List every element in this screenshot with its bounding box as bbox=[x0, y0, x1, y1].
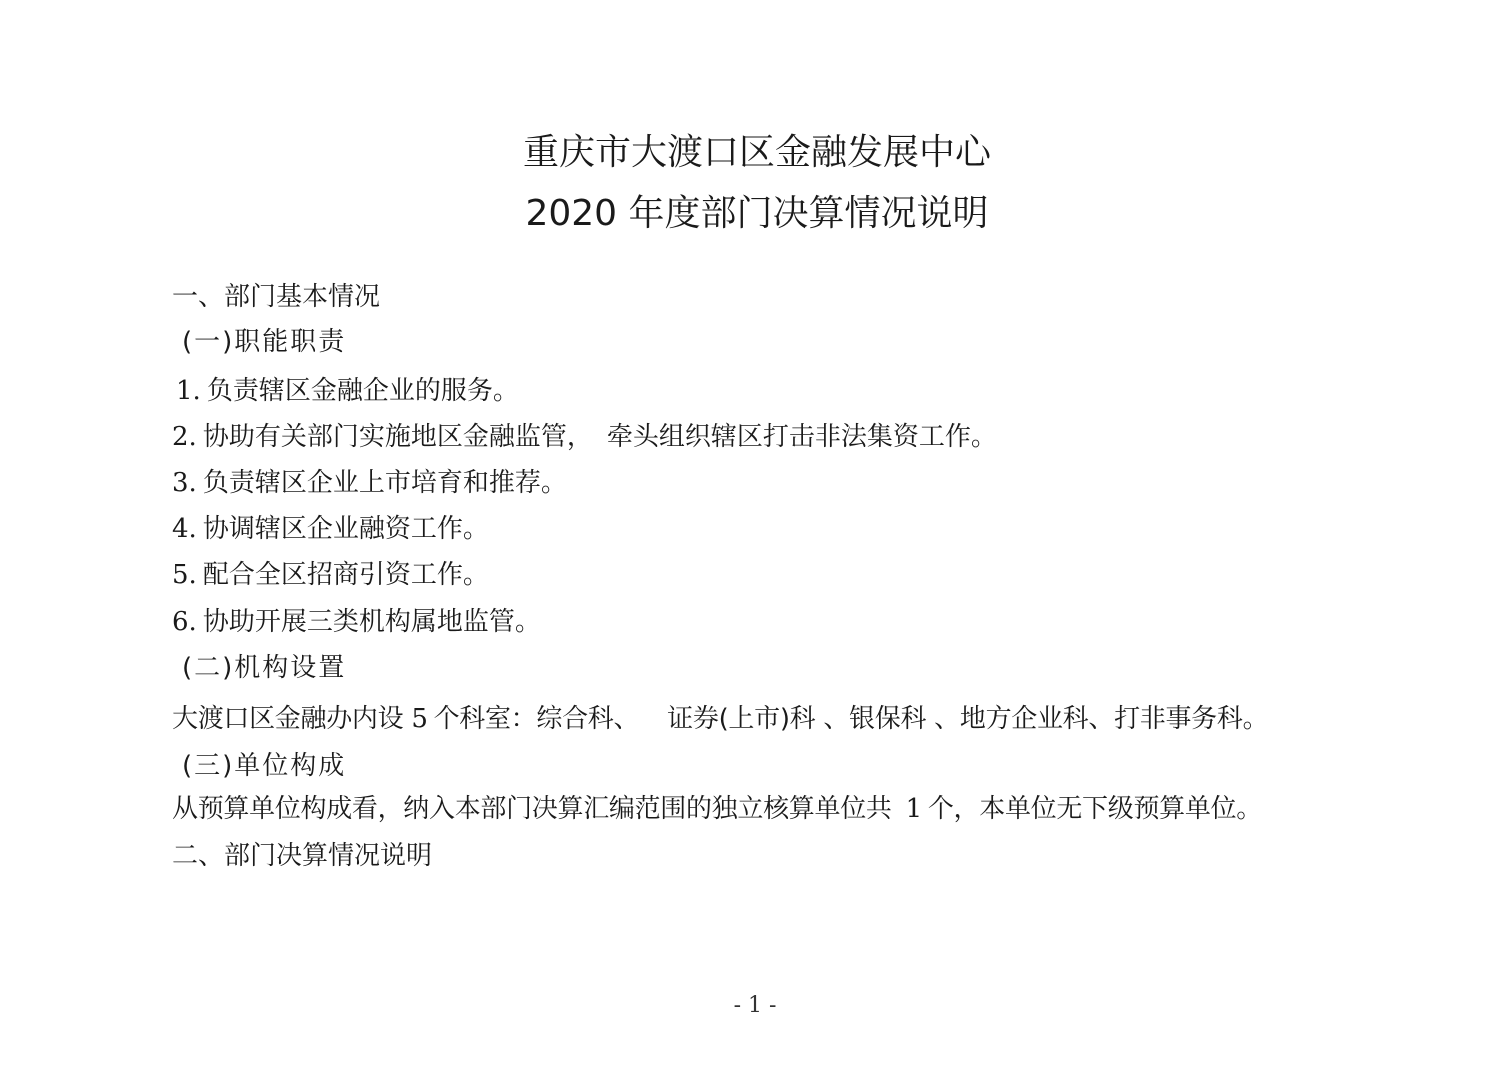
duty-item-5 bbox=[172, 559, 489, 591]
subsection-heading-duties: (一)职能职责 bbox=[182, 327, 347, 357]
duty-item-text: 协助有关部门实施地区金融监管， bbox=[202, 422, 593, 452]
document-title-line-2: 2020 年度部门决算情况说明 bbox=[525, 193, 989, 234]
duty-item-number: 5. bbox=[172, 560, 197, 590]
organization-text: 大渡口区金融办内设 bbox=[172, 704, 404, 734]
duty-item-1 bbox=[176, 375, 519, 407]
subsection-heading-organization: (二)机构设置 bbox=[182, 653, 347, 683]
duty-item-3 bbox=[172, 467, 567, 499]
units-text: 从预算单位构成看，纳入本部门决算汇编范围的独立核算单位共 bbox=[172, 794, 892, 824]
duty-item-text: 配合全区招商引资工作。 bbox=[202, 560, 489, 590]
duty-item-4 bbox=[172, 513, 489, 545]
subsection-heading-units: (三)单位构成 bbox=[182, 751, 347, 781]
section-heading-final-accounts: 二、部门决算情况说明 bbox=[172, 841, 433, 871]
organization-text: 、地方企业科、打非事务科。 bbox=[934, 704, 1269, 734]
duty-item-number: 2. bbox=[172, 422, 197, 452]
organization-paragraph bbox=[172, 703, 1268, 735]
duty-item-text: 协助开展三类机构属地监管。 bbox=[202, 607, 541, 637]
units-text: 个，本单位无下级预算单位。 bbox=[927, 794, 1262, 824]
duty-item-text: 负责辖区金融企业的服务。 bbox=[206, 376, 519, 406]
duty-item-6 bbox=[172, 606, 541, 638]
duty-item-text: 牵头组织辖区打击非法集资工作。 bbox=[606, 422, 997, 452]
section-heading-basic-info: 一、部门基本情况 bbox=[172, 282, 381, 312]
units-paragraph bbox=[172, 793, 1262, 825]
unit-count: 1 bbox=[905, 794, 922, 824]
document-title-line-1: 重庆市大渡口区金融发展中心 bbox=[522, 132, 991, 173]
organization-text: 、银保科 bbox=[823, 704, 927, 734]
page-number: - 1 - bbox=[733, 993, 777, 1018]
duty-item-number: 1. bbox=[176, 376, 201, 406]
organization-text: 个科室：综合科、 bbox=[433, 704, 640, 734]
organization-text: 证券(上市)科 bbox=[667, 704, 816, 734]
duty-item-text: 协调辖区企业融资工作。 bbox=[202, 514, 489, 544]
duty-item-text: 负责辖区企业上市培育和推荐。 bbox=[202, 468, 567, 498]
duty-item-number: 3. bbox=[172, 468, 197, 498]
duty-item-number: 6. bbox=[172, 607, 197, 637]
office-count: 5 bbox=[411, 704, 428, 734]
duty-item-number: 4. bbox=[172, 514, 197, 544]
duty-item-2 bbox=[172, 421, 997, 453]
